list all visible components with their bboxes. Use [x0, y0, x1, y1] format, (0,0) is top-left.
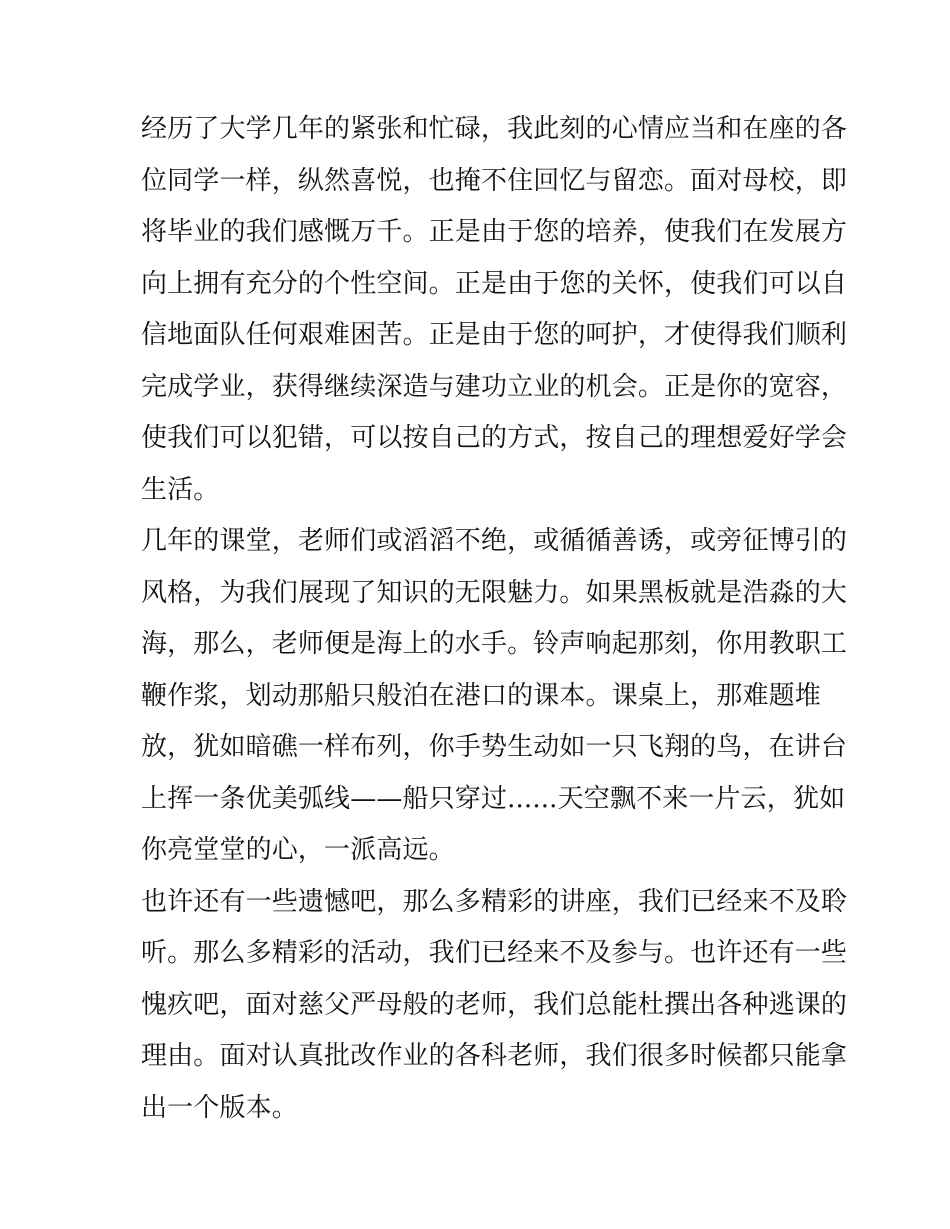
text-line: 愧疚吧，面对慈父严母般的老师，我们总能杜撰出各种逃课的: [141, 989, 848, 1020]
text-line: 听。那么多精彩的活动，我们已经来不及参与。也许还有一些: [141, 938, 848, 968]
text-line: 放，犹如暗礁一样布列，你手势生动如一只飞翔的鸟，在讲台: [141, 732, 848, 762]
paragraph-2: [141, 516, 848, 877]
text-line: 位同学一样，纵然喜悦，也掩不住回忆与留恋。面对母校，即: [141, 165, 848, 196]
text-line: 理由。面对认真批改作业的各科老师，我们很多时候都只能拿: [141, 1041, 848, 1071]
text-line: 风格，为我们展现了知识的无限魅力。如果黑板就是浩淼的大: [141, 577, 848, 608]
text-line: 也许还有一些遗憾吧，那么多精彩的讲座，我们已经来不及聆: [141, 886, 848, 917]
text-line: 海，那么，老师便是海上的水手。铃声响起那刻，你用教职工: [141, 629, 848, 659]
text-line: 经历了大学几年的紧张和忙碌，我此刻的心情应当和在座的各: [141, 114, 848, 144]
text-line: 使我们可以犯错，可以按自己的方式，按自己的理想爱好学会: [141, 423, 848, 453]
text-line: 信地面队任何艰难困苦。正是由于您的呵护，才使得我们顺利: [141, 320, 848, 350]
text-line: 几年的课堂，老师们或滔滔不绝，或循循善诱，或旁征博引的: [141, 526, 848, 556]
text-line: 上挥一条优美弧线——船只穿过......天空飘不来一片云，犹如: [141, 783, 846, 814]
text-line: 你亮堂堂的心，一派高远。: [141, 835, 455, 865]
document-body: [141, 104, 848, 1134]
text-line: 出一个版本。: [141, 1092, 298, 1123]
text-line: 向上拥有充分的个性空间。正是由于您的关怀，使我们可以自: [141, 268, 848, 299]
text-line: 完成学业，获得继续深造与建功立业的机会。正是你的宽容，: [141, 371, 848, 402]
text-line: 将毕业的我们感慨万千。正是由于您的培养，使我们在发展方: [141, 217, 848, 247]
text-line: 鞭作浆，划动那船只般泊在港口的课本。课桌上，那难题堆: [141, 680, 821, 711]
paragraph-1: [141, 104, 848, 516]
text-line: 生活。: [141, 474, 220, 505]
paragraph-3: [141, 877, 848, 1135]
